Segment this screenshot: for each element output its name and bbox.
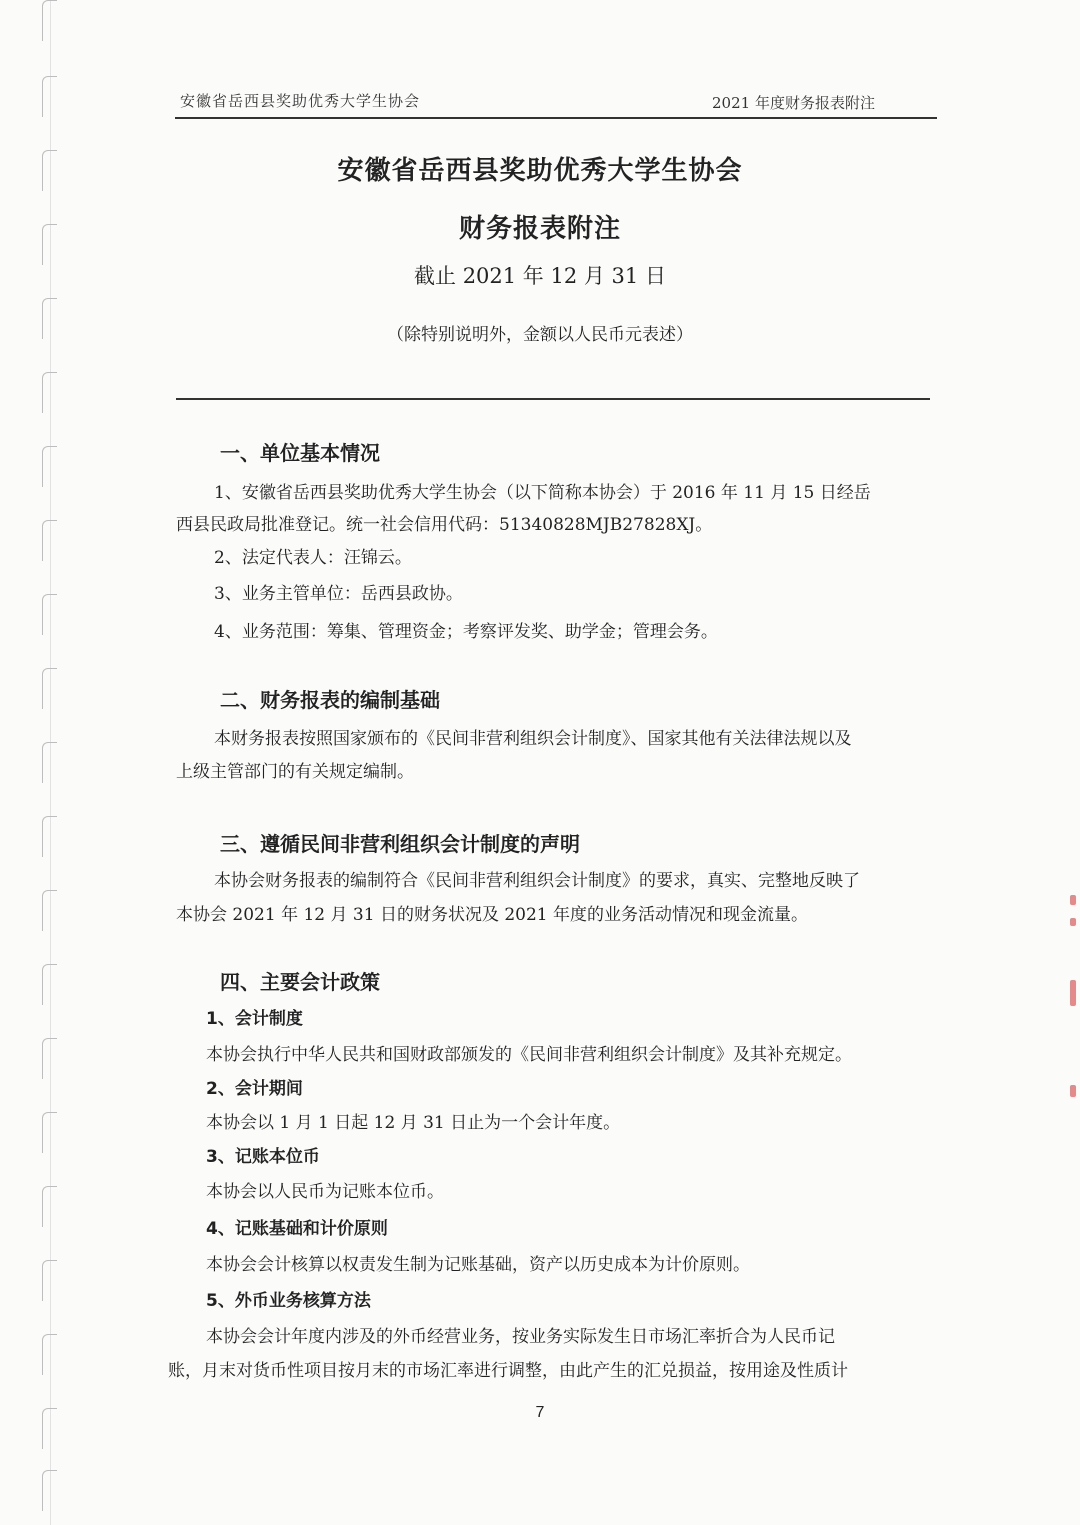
currency-note: （除特别说明外，金额以人民币元表述）: [387, 325, 693, 345]
page-title: 安徽省岳西县奖助优秀大学生协会: [337, 156, 743, 186]
paragraph: 1、安徽省岳西县奖助优秀大学生协会（以下简称本协会）于 2016 年 11 月 15 日经岳: [214, 483, 871, 503]
seal-fragment: [1070, 980, 1076, 1006]
seal-fragment: [1070, 1085, 1076, 1097]
binding-mark: [42, 1186, 57, 1227]
paragraph: 西县民政局批准登记。统一社会信用代码：51340828MJB27828XJ。: [176, 515, 713, 535]
subheading: 3、记账本位币: [206, 1147, 320, 1167]
section-heading-2: 二、财务报表的编制基础: [220, 688, 440, 712]
seal-fragment: [1070, 895, 1076, 905]
binding-mark: [42, 964, 57, 1005]
binding-mark: [42, 520, 57, 561]
subheading: 4、记账基础和计价原则: [206, 1219, 388, 1239]
paragraph: 本协会会计年度内涉及的外币经营业务，按业务实际发生日市场汇率折合为人民币记: [206, 1327, 835, 1347]
binding-mark: [42, 890, 57, 931]
paragraph: 本协会会计核算以权责发生制为记账基础，资产以历史成本为计价原则。: [206, 1255, 750, 1275]
subheading: 5、外币业务核算方法: [206, 1291, 371, 1311]
binding-mark: [42, 594, 57, 635]
section-heading-3: 三、遵循民间非营利组织会计制度的声明: [220, 832, 580, 856]
binding-mark: [42, 1470, 57, 1511]
header-rule: [175, 117, 937, 119]
binding-mark: [42, 742, 57, 783]
page-subtitle: 财务报表附注: [458, 214, 621, 244]
binding-mark: [42, 76, 57, 117]
paragraph: 4、业务范围：筹集、管理资金；考察评发奖、助学金；管理会务。: [214, 622, 718, 642]
paragraph: 账，月末对货币性项目按月末的市场汇率进行调整，由此产生的汇兑损益，按用途及性质计: [168, 1361, 848, 1381]
binding-mark: [42, 372, 57, 413]
binding-mark: [42, 668, 57, 709]
as-of-date: 截止 2021 年 12 月 31 日: [414, 264, 666, 288]
subheading: 1、会计制度: [206, 1009, 303, 1029]
binding-mark: [42, 816, 57, 857]
binding-mark: [42, 1038, 57, 1079]
paragraph: 上级主管部门的有关规定编制。: [176, 762, 414, 782]
paragraph: 本财务报表按照国家颁布的《民间非营利组织会计制度》、国家其他有关法律法规以及: [214, 729, 852, 749]
header-doc-title: 2021 年度财务报表附注: [712, 94, 875, 112]
paragraph: 本协会以人民币为记账本位币。: [206, 1182, 444, 1202]
binding-mark: [42, 446, 57, 487]
subheading: 2、会计期间: [206, 1079, 303, 1099]
binding-mark: [42, 1334, 57, 1375]
paragraph: 本协会财务报表的编制符合《民间非营利组织会计制度》的要求，真实、完整地反映了: [214, 871, 860, 891]
paragraph: 本协会执行中华人民共和国财政部颁发的《民间非营利组织会计制度》及其补充规定。: [206, 1045, 852, 1065]
section-heading-4: 四、主要会计政策: [220, 970, 380, 994]
binding-mark: [42, 1260, 57, 1301]
paragraph: 2、法定代表人：汪锦云。: [214, 548, 412, 568]
section-heading-1: 一、单位基本情况: [220, 441, 380, 465]
header-org-name: 安徽省岳西县奖助优秀大学生协会: [180, 92, 421, 110]
page-number: 7: [535, 1404, 545, 1421]
seal-fragment: [1070, 918, 1076, 926]
binding-mark: [42, 1112, 57, 1153]
title-rule: [176, 398, 930, 400]
paragraph: 3、业务主管单位：岳西县政协。: [214, 584, 463, 604]
binding-mark: [42, 0, 57, 41]
paragraph: 本协会 2021 年 12 月 31 日的财务状况及 2021 年度的业务活动情况和现金流量。: [176, 905, 809, 925]
paragraph: 本协会以 1 月 1 日起 12 月 31 日止为一个会计年度。: [206, 1113, 621, 1133]
